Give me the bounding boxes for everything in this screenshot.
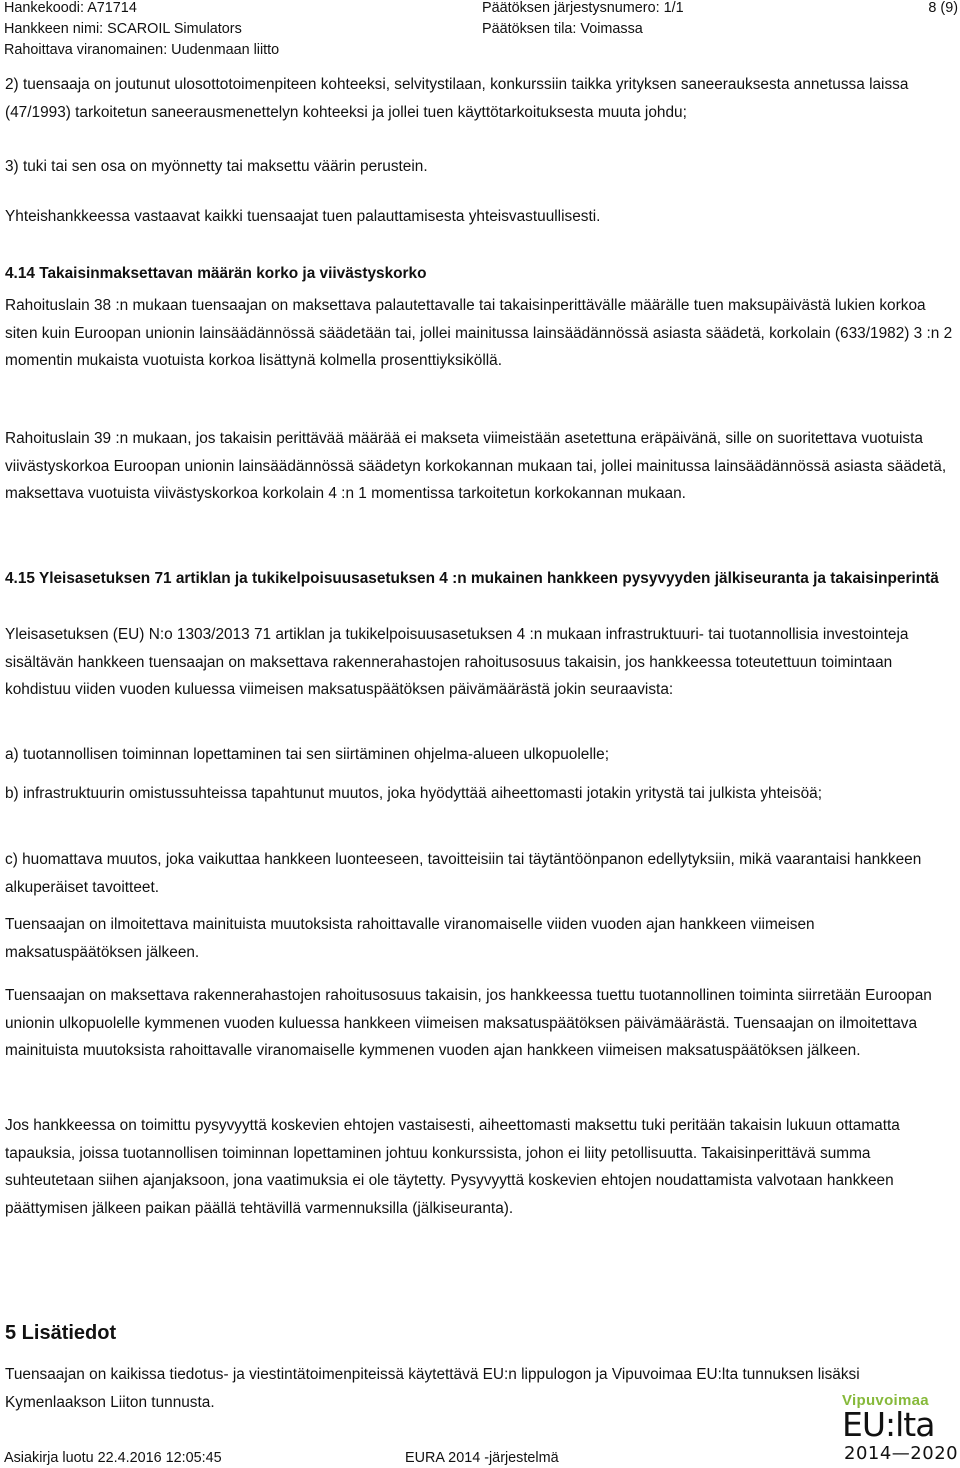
paragraph-item-2: 2) tuensaaja on joutunut ulosottotoimenpiteen kohteeksi, selvitystilaan, konkurssiin taikka yrityksen saneerauksesta annetussa laissa (47/1993) tarkoitetun saneerausmenettelyn kohteeksi ja jollei tuen käyttötarkoituksesta muuta johdu; — [5, 76, 909, 121]
paragraph-4-15-notify: Tuensaajan on ilmoitettava mainituista muutoksista rahoittavalle viranomaiselle viiden vuoden ajan hankkeen viimeisen maksatuspäätöksen jälkeen. — [5, 916, 815, 961]
page-header — [0, 0, 960, 62]
logo-bottom-text: 2014—2020 — [844, 1443, 959, 1464]
paragraph-5-additional-info: Tuensaajan on kaikissa tiedotus- ja viestintätoimenpiteissä käytettävä EU:n lippulogon ja Vipuvoimaa EU:lta tunnuksen lisäksi Kymenlaakson Liiton tunnusta. — [5, 1366, 860, 1411]
page-footer — [0, 1450, 960, 1468]
document-created: Asiakirja luotu 22.4.2016 12:05:45 — [4, 1450, 222, 1466]
paragraph-item-3: 3) tuki tai sen osa on myönnetty tai maksettu väärin perustein. — [5, 158, 428, 175]
section-heading-4-14: 4.14 Takaisinmaksettavan määrän korko ja viivästyskorko — [5, 265, 427, 282]
paragraph-4-15-recovery: Jos hankkeessa on toimittu pysyvyyttä koskevien ehtojen vastaisesti, aiheettomasti maksettu tuki peritään takaisin lukuun ottamatta tapauksia, joissa tuotannollisen toiminnan lopettaminen johtuu konkurssista, johon ei liity petollisuutta. Takaisinperittävä summa suhteutetaan siihen ajanjaksoon, jona vaatimuksia ei ole täytetty. Pysyvyyttä koskevien ehtojen noudattamista valvotaan hankkeen päättymisen jälkeen paikan päällä tehtävillä varmennuksilla (jälkiseuranta). — [5, 1117, 900, 1217]
paragraph-4-14-late-interest: Rahoituslain 39 :n mukaan, jos takaisin perittävää määrää ei makseta viimeistään asetettuna eräpäivänä, sille on suoritettava vuotuista viivästyskorkoa Euroopan unionin lainsäädännössä säädetyn korkokannan mukaan tai, jollei mainitussa lainsäädännössä asiasta säädetä, maksettava vuotuista viivästyskorkoa korkolain 4 :n 1 momentissa tarkoitetun korkokannan mukaan. — [5, 430, 947, 503]
list-item-a: a) tuotannollisen toiminnan lopettaminen tai sen siirtäminen ohjelma-alueen ulkopuolelle; — [5, 746, 610, 763]
system-name: EURA 2014 -järjestelmä — [405, 1450, 559, 1466]
section-heading-4-15: 4.15 Yleisasetuksen 71 artiklan ja tukikelpoisuusasetuksen 4 :n mukainen hankkeen pysyvyyden jälkiseuranta ja takaisinperintä — [5, 570, 939, 587]
paragraph-4-15-intro: Yleisasetuksen (EU) N:o 1303/2013 71 artiklan ja tukikelpoisuusasetuksen 4 :n mukaan infrastruktuuri- tai tuotannollisia investointeja sisältävän hankkeen tuensaajan on maksettava rakennerahastojen rahoitusosuus takaisin, jos hankkeessa toteutettuun toimintaan kohdistuu viiden vuoden kuluessa viimeisen maksatuspäätöksen päivämäärästä jokin seuraavista: — [5, 626, 909, 699]
paragraph-4-14-interest: Rahoituslain 38 :n mukaan tuensaajan on maksettava palautettavalle tai takaisinperittävälle määrälle tuen maksupäivästä lukien korkoa siten kuin Euroopan unionin lainsäädännössä säädetään tai, jollei mainitussa lainsäädännössä asiasta säädetä, korkolain (633/1982) 3 :n 2 momentin mukaista vuotuista korkoa lisättynä kolmella prosenttiyksiköllä. — [5, 297, 953, 370]
decision-number: Päätöksen järjestysnumero: 1/1 — [482, 0, 684, 16]
logo-mid-text: EU:lta — [842, 1405, 935, 1444]
decision-status: Päätöksen tila: Voimassa — [482, 21, 643, 37]
section-heading-5: 5 Lisätiedot — [5, 1322, 117, 1344]
logo-top-text: Vipuvoimaa — [842, 1392, 929, 1409]
list-item-b: b) infrastruktuurin omistussuhteissa tapahtunut muutos, joka hyödyttää aiheettomasti jotakin yritystä tai julkista yhteisöä; — [5, 785, 822, 802]
paragraph-joint-liability: Yhteishankkeessa vastaavat kaikki tuensaajat tuen palauttamisesta yhteisvastuullisesti. — [5, 208, 601, 225]
list-item-c: c) huomattava muutos, joka vaikuttaa hankkeen luonteeseen, tavoitteisiin tai täytäntöönpanon edellytyksiin, mikä vaarantaisi hankkeen alkuperäiset tavoitteet. — [5, 851, 922, 896]
funding-authority: Rahoittava viranomainen: Uudenmaan liitto — [4, 42, 280, 58]
paragraph-4-15-relocation: Tuensaajan on maksettava rakennerahastojen rahoitusosuus takaisin, jos hankkeessa tuettu tuotannollinen toiminta siirretään Euroopan unionin ulkopuolelle kymmenen vuoden kuluessa hankkeen viimeisen maksatuspäätöksen päivämäärästä. Tuensaajan on ilmoitettava mainituista muutoksista rahoittavalle viranomaiselle kymmenen vuoden ajan hankkeen viimeisen maksatuspäätöksen jälkeen. — [5, 987, 932, 1060]
page-number: 8 (9) — [928, 0, 958, 16]
project-code: Hankekoodi: A71714 — [4, 0, 137, 16]
project-name: Hankkeen nimi: SCAROIL Simulators — [4, 21, 242, 37]
